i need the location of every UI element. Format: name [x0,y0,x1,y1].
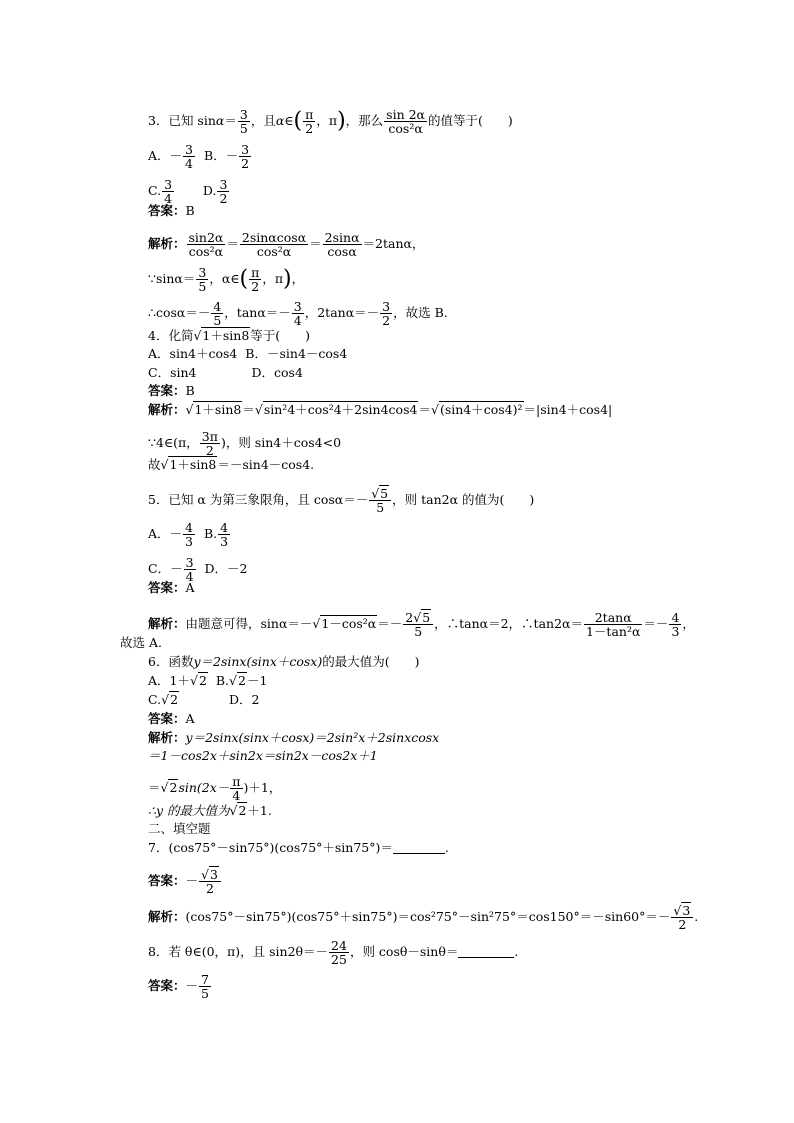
q7-solution: 解析：(cos75°－sin75°)(cos75°＋sin75°)＝cos²75°－sin²75°＝cos150°＝－sin60°＝－ $\frac{√3}{2}$ . [148,903,699,932]
fraction: $\frac{24}{25}$ [331,938,347,967]
q4-solution-line2: ∵4∈(π， $\frac{3\pi}{2}$ )，则 sin4＋cos4<0 [148,429,342,458]
q5-options-ab: A．－ $\frac{4}{3}$ B. $\frac{4}{3}$ [148,520,229,549]
q5-solution-line2: 故选 A. [120,635,162,650]
fraction: $\frac{\sin 2\alpha}{\text{cos²α}}$ [386,107,426,136]
q4-options-ab: A．sin4＋cos4 B．－sin4－cos4 [148,346,348,361]
q3-options-cd: C. $\frac{3}{4}$ D. $\frac{3}{2}$ [148,177,228,206]
answer-blank [458,945,514,958]
q4-answer: 答案：B [148,383,195,398]
fraction: $\frac{3}{5}$ [239,107,248,136]
q4-options-cd: C．sin4 D．cos4 [148,365,303,380]
fraction: $\frac{3}{2}$ [219,177,228,206]
fraction: $\frac{√3}{2}$ [199,868,221,895]
q4-stem: 4．化简√1＋sin8等于( ) [148,328,311,343]
q5-stem: 5．已知 α 为第三象限角，且 cosα＝－ $\frac{√5}{5}$ ，则 tan2α 的值为( ) [148,486,535,515]
fraction: $\frac{√3}{2}$ [671,904,693,931]
fraction: $\frac{2\sin\alpha\cos\alpha}{\text{cos²α}}$ [241,230,307,259]
q5-options-cd: C．－ $\frac{3}{4}$ D．－2 [148,555,248,584]
fraction: $\frac{4}{3}$ [220,520,229,549]
q3-options-ab: A．－ $\frac{3}{4}$ B．－ $\frac{3}{2}$ [148,142,250,171]
q6-solution-line4: ∴y 的最大值为√2＋1. [148,803,272,818]
q4-solution-line3: 故√1＋sin8＝－sin4－cos4. [148,457,315,472]
fraction: $\frac{4}{3}$ [185,520,193,549]
fraction: $\frac{3}{4}$ [164,177,173,206]
q7-answer: 答案：－ $\frac{√3}{2}$ [148,868,222,895]
fraction: $\frac{2\sin\alpha}{\cos\alpha}$ [324,230,360,259]
q6-solution-line3: ＝√2sin(2x－ $\frac{\pi}{4}$ )＋1， [148,774,282,803]
q3-solution-line2: ∵sinα＝ $\frac{3}{5}$ ，α∈( $\frac{\pi}{2}$ ，π)， [148,265,305,294]
fraction: $\frac{3}{4}$ [185,142,193,171]
q6-options-cd: C.√2 D．2 [148,692,260,707]
q4-solution-line1: 解析：√1＋sin8＝√sin²4＋cos²4＋2sin4cos4＝√(sin4＋cos4)²＝|sin4＋cos4| [148,402,613,417]
fraction: $\frac{3\pi}{2}$ [201,429,218,458]
answer-blank [393,841,445,854]
fraction: $\frac{3}{4}$ [293,299,302,328]
q6-solution-line2: ＝1－cos2x＋sin2x＝sin2x－cos2x＋1 [148,748,378,763]
q8-answer: 答案：－ $\frac{7}{5}$ [148,972,209,1001]
fraction: $\frac{3}{2}$ [241,142,250,171]
fraction: $\frac{\pi}{2}$ [305,107,314,136]
fraction: $\frac{3}{4}$ [185,555,194,584]
q6-stem: 6．函数y＝2sinx(sinx＋cosx)的最大值为( ) [148,654,420,669]
q3-stem: 3．已知 sinα＝ $\frac{3}{5}$ ，且α∈( $\frac{\pi}{2}$ ，π)，那么 $\frac{\sin 2\alpha}{\text{cos²α}}$ 的值等于( ) [148,107,513,136]
q7-stem: 7．(cos75°－sin75°)(cos75°＋sin75°)＝ . [148,840,449,855]
fraction: $\frac{√5}{5}$ [369,487,391,514]
fraction: $\frac{3}{2}$ [382,299,391,328]
q5-answer: 答案：A [148,580,195,595]
q8-stem: 8．若 θ∈(0，π)，且 sin2θ＝－ $\frac{24}{25}$ ，则 cosθ－sinθ＝ . [148,938,519,967]
fraction: $\frac{4}{3}$ [671,610,680,639]
q3-solution-line1: 解析： $\frac{\sin 2\alpha}{\text{cos²α}}$ ＝ $\frac{2\sin\alpha\cos\alpha}{\text{cos²α}}$ ＝ $\frac{2\sin\alpha}{\cos\alpha}$ ＝2tanα， [148,230,425,259]
q5-solution-line1: 解析：由题意可得，sinα＝－√1－cos²α＝－ $\frac{2√5}{5}$ ，∴tanα＝2，∴tan2α＝ $\frac{2\tan\alpha}{\text{1－tan²α}}$ ＝－ $\frac{4}{3}$ ， [148,610,695,639]
q3-answer: 答案：B [148,203,195,218]
fraction: $\frac{\pi}{2}$ [251,265,260,294]
fraction: $\frac{2\tan\alpha}{\text{1－tan²α}}$ [585,610,641,639]
q6-answer: 答案：A [148,711,195,726]
fraction: $\frac{4}{5}$ [213,299,222,328]
fraction: $\frac{7}{5}$ [201,972,209,1001]
q6-solution-line1: 解析：y＝2sinx(sinx＋cosx)＝2sin²x＋2sinxcosx [148,730,440,745]
fraction: $\frac{2√5}{5}$ [403,611,433,638]
section-title: 二、填空题 [148,821,211,836]
q6-options-ab: A．1＋√2 B.√2－1 [148,673,268,688]
fraction: $\frac{\pi}{4}$ [232,774,241,803]
fraction: $\frac{3}{5}$ [198,265,207,294]
q3-solution-line3: ∴cosα＝－ $\frac{4}{5}$ ，tanα＝－ $\frac{3}{4}$ ，2tanα＝－ $\frac{3}{2}$ ，故选 B. [148,299,448,328]
fraction: $\frac{\sin 2\alpha}{\text{cos²α}}$ [188,230,224,259]
